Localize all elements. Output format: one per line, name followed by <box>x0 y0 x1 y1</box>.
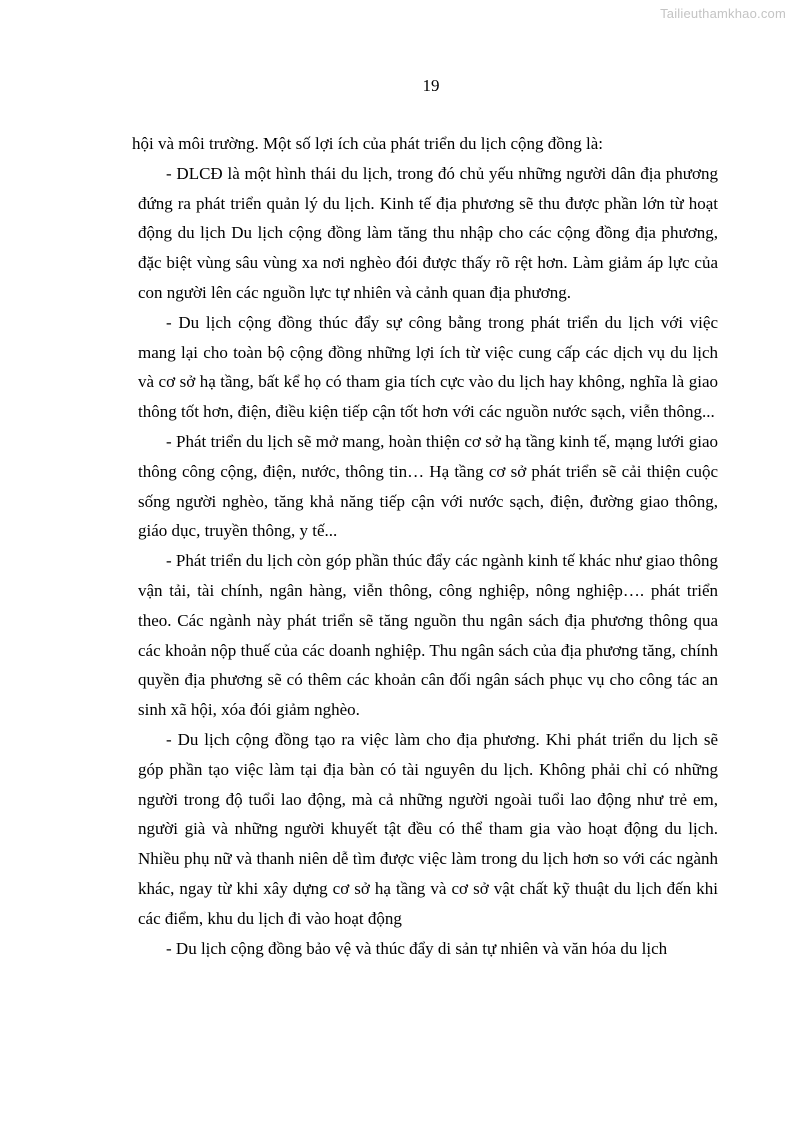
paragraph-employment: - Du lịch cộng đồng tạo ra việc làm cho địa phương. Khi phát triển du lịch sẽ góp phần tạo việc làm tại địa bàn có tài nguyên du lịch. Không phải chỉ có những người trong độ tuổi lao động, mà cả những người ngoài tuổi lao động như trẻ em, người già và những người khuyết tật đều có thể tham gia vào hoạt động du lịch. Nhiều phụ nữ và thanh niên dễ tìm được việc làm trong du lịch hơn so với các ngành khác, ngay từ khi xây dựng cơ sở hạ tầng và cơ sở vật chất kỹ thuật du lịch đến khi các điểm, khu du lịch đi vào hoạt động <box>138 729 718 928</box>
paragraph-dlcd-definition: - DLCĐ là một hình thái du lịch, trong đó chủ yếu những người dân địa phương đứng ra phát triển quản lý du lịch. Kinh tế địa phương sẽ thu được phần lớn từ hoạt động du lịch Du lịch cộng đồng làm tăng thu nhập cho các cộng đồng địa phương, đặc biệt vùng sâu vùng xa nơi nghèo đói được thấy rõ rệt hơn. Làm giảm áp lực của con người lên các nguồn lực tự nhiên và cảnh quan địa phương. <box>138 163 718 302</box>
page-number-text: 19 <box>422 76 440 95</box>
paragraph-continuation: hội và môi trường. Một số lợi ích của phát triển du lịch cộng đồng là: <box>132 134 604 153</box>
page-number <box>0 76 794 96</box>
paragraph-heritage: - Du lịch cộng đồng bảo vệ và thúc đẩy di sản tự nhiên và văn hóa du lịch <box>166 938 668 958</box>
watermark: Tailieuthamkhao.com <box>660 6 786 21</box>
paragraph-infrastructure: - Phát triển du lịch sẽ mở mang, hoàn thiện cơ sở hạ tầng kinh tế, mạng lưới giao thông công cộng, điện, nước, thông tin… Hạ tầng cơ sở phát triển sẽ cải thiện cuộc sống người nghèo, tăng khả năng tiếp cận với nước sạch, điện, đường giao thông, giáo dục, truyền thông, y tế... <box>138 431 718 541</box>
document-body <box>132 129 718 963</box>
paragraph-equity: - Du lịch cộng đồng thúc đẩy sự công bằng trong phát triển du lịch với việc mang lại cho toàn bộ cộng đồng những lợi ích từ việc cung cấp các dịch vụ du lịch và cơ sở hạ tầng, bất kể họ có tham gia tích cực vào du lịch hay không, nghĩa là giao thông tốt hơn, điện, điều kiện tiếp cận tốt hơn với các nguồn nước sạch, viễn thông... <box>138 312 718 422</box>
paragraph-economic-sectors: - Phát triển du lịch còn góp phần thúc đẩy các ngành kinh tế khác như giao thông vận tải, tài chính, ngân hàng, viễn thông, công nghiệp, nông nghiệp…. phát triển theo. Các ngành này phát triển sẽ tăng nguồn thu ngân sách địa phương thông qua các khoản nộp thuế của các doanh nghiệp. Thu ngân sách của địa phương tăng, chính quyền địa phương sẽ có thêm các khoản cân đối ngân sách phục vụ cho công tác an sinh xã hội, xóa đói giảm nghèo. <box>138 551 718 720</box>
